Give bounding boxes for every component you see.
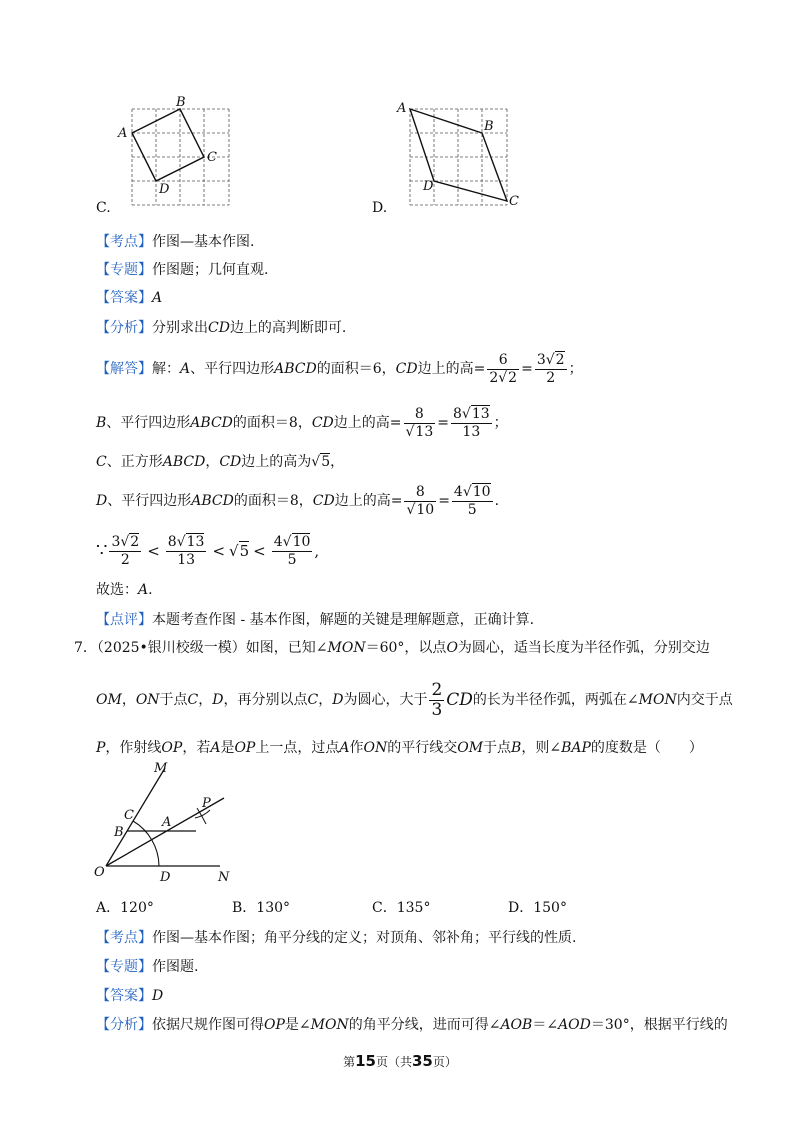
fraction: $\frac{4√10}{5}$ [273, 533, 311, 568]
q7-zhuanti: 【专题】作图题. [96, 959, 199, 975]
q7-angle-construction-diagram [92, 760, 242, 885]
label-c: C [124, 808, 134, 823]
label-d: D [159, 182, 170, 197]
label-b: B [176, 95, 186, 110]
q6-solution-line-a: 【解答】 解： A 、平行四边形 ABCD 的面积＝6， CD 边上的高= $\frac{6}{2√2}$ = $\frac{3√2}{2}$ ； [96, 351, 583, 386]
answer-tag: 【答案】 [96, 988, 152, 1004]
option-c-label: C. [96, 200, 111, 216]
analysis-tag: 【分析】 [96, 320, 152, 336]
figure-c-diagram [112, 92, 237, 212]
q7-stem-line-2: OM ， ON 于点 C ， D ，再分别以点 C ， D 为圆心，大于 $\frac{2}{3}$ CD 的长为半径作弧，两弧在∠ MON 内交于点 [96, 679, 733, 720]
answer-tag: 【答案】 [96, 290, 152, 306]
label-c: C [509, 194, 519, 209]
question-number: 7． [74, 640, 97, 656]
ray-om [106, 768, 165, 866]
fraction: $\frac{8}{√10}$ [406, 483, 435, 518]
page-number: 15 [355, 1052, 376, 1070]
label-a: A [397, 101, 407, 116]
label-c: C [207, 150, 217, 165]
q6-zhuanti: 【专题】作图题；几何直观. [96, 262, 269, 278]
option-c[interactable]: C．135° [372, 900, 431, 916]
fraction: $\frac{8}{√13}$ [405, 405, 434, 440]
total-pages: 35 [412, 1052, 433, 1070]
fraction: $\frac{8√13}{13}$ [167, 533, 205, 568]
label-a: A [118, 126, 128, 141]
kaodian-tag: 【考点】 [96, 234, 152, 250]
q6-comment: 【点评】本题考查作图 - 基本作图，解题的关键是理解题意，正确计算. [96, 612, 535, 628]
fraction: $\frac{6}{2√2}$ [489, 351, 518, 386]
square-abcd [132, 109, 204, 181]
label-b: B [114, 825, 124, 840]
fraction: $\frac{3√2}{2}$ [536, 351, 565, 386]
kaodian-tag: 【考点】 [96, 930, 152, 946]
option-d[interactable]: D．150° [508, 900, 567, 916]
label-d: D [423, 179, 434, 194]
label-n: N [218, 870, 230, 885]
q6-comparison: ∵ $\frac{3√2}{2}$ < $\frac{8√13}{13}$ < √5 < $\frac{4√10}{5}$ , [96, 533, 320, 568]
q7-stem-line-1: 7．（2025•银川校级一模）如图，已知∠MON＝60°，以点O为圆心，适当长度为半径作弧，分别交边 [74, 640, 710, 656]
comment-tag: 【点评】 [96, 612, 152, 628]
q6-solution-line-d: D 、平行四边形 ABCD 的面积＝8， CD 边上的高= $\frac{8}{√10}$ = $\frac{4√10}{5}$ . [96, 483, 500, 518]
figure-d-diagram [390, 92, 525, 212]
q6-choice: 故选：A. [96, 582, 153, 598]
option-b[interactable]: B．130° [232, 900, 291, 916]
fraction: $\frac{3√2}{2}$ [111, 533, 140, 568]
q6-answer: 【答案】A [96, 290, 163, 306]
q6-solution-line-b: B 、平行四边形 ABCD 的面积＝8， CD 边上的高= $\frac{8}{√13}$ = $\frac{8√13}{13}$ ； [96, 405, 508, 440]
q7-analysis: 【分析】依据尺规作图可得OP是∠MON的角平分线，进而可得∠AOB＝∠AOD＝30°，根据平行线的 [96, 1017, 728, 1033]
fraction: $\frac{8√13}{13}$ [452, 405, 490, 440]
q6-analysis: 【分析】分别求出CD边上的高判断即可. [96, 320, 347, 336]
label-b: B [484, 119, 494, 134]
page-footer: 第15页（共35页） [343, 1052, 457, 1070]
zhuanti-tag: 【专题】 [96, 262, 152, 278]
zhuanti-tag: 【专题】 [96, 959, 152, 975]
q7-answer: 【答案】D [96, 988, 164, 1004]
solution-tag: 【解答】 [96, 361, 152, 377]
q6-kaodian: 【考点】作图—基本作图. [96, 234, 255, 250]
q7-kaodian: 【考点】作图—基本作图；角平分线的定义；对顶角、邻补角；平行线的性质. [96, 930, 577, 946]
label-d: D [160, 870, 171, 885]
q6-solution-line-c: C、正方形ABCD，CD边上的高为√5， [96, 454, 345, 470]
option-a[interactable]: A．120° [96, 900, 154, 916]
label-p: P [202, 796, 211, 811]
fraction: $\frac{2}{3}$ [431, 679, 443, 720]
q7-stem-line-3: P，作射线OP，若A是OP上一点，过点A作ON的平行线交OM于点B，则∠BAP的度数是（ ） [96, 740, 703, 756]
label-o: O [94, 865, 105, 880]
label-a: A [162, 815, 172, 830]
fraction: $\frac{4√10}{5}$ [453, 483, 491, 518]
analysis-tag: 【分析】 [96, 1017, 152, 1033]
label-m: M [154, 761, 168, 776]
option-d-label: D. [372, 200, 388, 216]
